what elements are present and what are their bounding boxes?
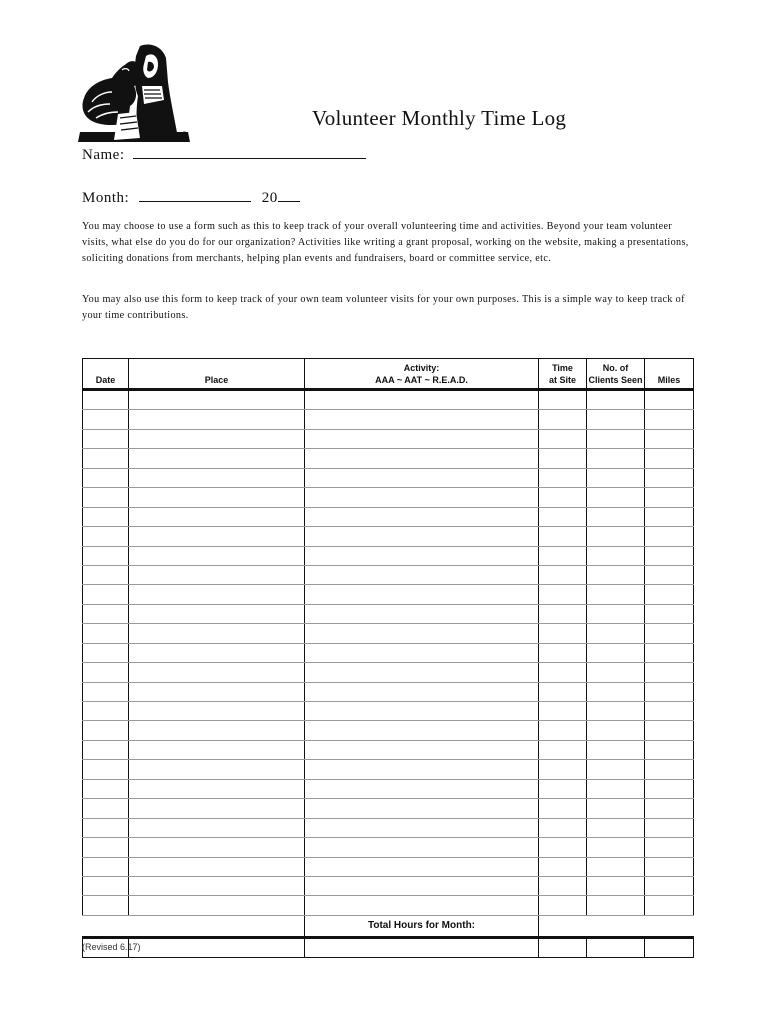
miles-cell[interactable]	[645, 857, 694, 876]
date-cell[interactable]	[83, 779, 129, 798]
place-cell[interactable]	[129, 857, 305, 876]
total-cell[interactable]	[645, 937, 694, 957]
activity-cell[interactable]	[305, 857, 539, 876]
date-cell[interactable]	[83, 468, 129, 487]
miles-cell[interactable]	[645, 799, 694, 818]
miles-cell[interactable]	[645, 429, 694, 448]
intro-paragraph: You may choose to use a form such as this to keep track of your overall volunteering time and activities. Beyond your team volunteer visits, what else do you do for our organization? Activities like writing a grant proposal, working on the website, making a presentations, soliciting donations from merchants, helping plan events and fundraisers, board or committee service, etc.	[82, 221, 689, 264]
place-cell[interactable]	[129, 740, 305, 759]
activity-cell[interactable]	[305, 760, 539, 779]
date-cell[interactable]	[83, 565, 129, 584]
time-cell[interactable]	[539, 740, 587, 759]
activity-cell[interactable]	[305, 721, 539, 740]
date-cell[interactable]	[83, 663, 129, 682]
header-place: Place	[129, 359, 305, 390]
log-row	[83, 740, 694, 759]
miles-cell[interactable]	[645, 721, 694, 740]
log-row	[83, 818, 694, 837]
miles-cell[interactable]	[645, 682, 694, 701]
activity-cell[interactable]	[305, 702, 539, 721]
miles-cell[interactable]	[645, 663, 694, 682]
miles-cell[interactable]	[645, 507, 694, 526]
total-value-row	[83, 937, 694, 957]
header-activity-line1: Activity:	[403, 363, 440, 373]
date-cell[interactable]	[83, 429, 129, 448]
time-cell[interactable]	[539, 429, 587, 448]
clients-cell[interactable]	[587, 857, 645, 876]
activity-cell[interactable]	[305, 779, 539, 798]
header-clients-line1: No. of	[602, 363, 629, 373]
year-blank-line[interactable]	[278, 200, 300, 202]
place-cell[interactable]	[129, 507, 305, 526]
clients-cell[interactable]	[587, 390, 645, 410]
total-cell[interactable]	[129, 937, 305, 957]
activity-cell[interactable]	[305, 838, 539, 857]
log-row	[83, 604, 694, 623]
clients-cell[interactable]	[587, 663, 645, 682]
time-cell[interactable]	[539, 604, 587, 623]
log-row	[83, 896, 694, 915]
log-row	[83, 468, 694, 487]
date-cell[interactable]	[83, 702, 129, 721]
log-row	[83, 565, 694, 584]
miles-cell[interactable]	[645, 838, 694, 857]
place-cell[interactable]	[129, 527, 305, 546]
place-cell[interactable]	[129, 702, 305, 721]
activity-cell[interactable]	[305, 604, 539, 623]
miles-cell[interactable]	[645, 449, 694, 468]
log-row	[83, 449, 694, 468]
clients-cell[interactable]	[587, 410, 645, 429]
place-cell[interactable]	[129, 390, 305, 410]
clients-cell[interactable]	[587, 838, 645, 857]
time-cell[interactable]	[539, 527, 587, 546]
date-cell[interactable]	[83, 818, 129, 837]
total-cell[interactable]	[587, 937, 645, 957]
name-label: Name:	[82, 147, 125, 163]
date-cell[interactable]	[83, 799, 129, 818]
date-cell[interactable]	[83, 896, 129, 915]
log-row	[83, 663, 694, 682]
log-row	[83, 429, 694, 448]
log-row	[83, 546, 694, 565]
activity-cell[interactable]	[305, 390, 539, 410]
time-log-table	[82, 358, 694, 958]
clients-cell[interactable]	[587, 721, 645, 740]
place-cell[interactable]	[129, 410, 305, 429]
clients-cell[interactable]	[587, 876, 645, 895]
usage-paragraph: You may also use this form to keep track of your own team volunteer visits for your own purposes. This is a simple way to keep track of your time contributions.	[82, 294, 685, 321]
clients-cell[interactable]	[587, 429, 645, 448]
clients-cell[interactable]	[587, 702, 645, 721]
total-spacer	[587, 915, 645, 937]
year-prefix: 20	[261, 190, 278, 206]
clients-cell[interactable]	[587, 624, 645, 643]
log-row	[83, 876, 694, 895]
log-row	[83, 760, 694, 779]
header-date: Date	[83, 359, 129, 390]
date-cell[interactable]	[83, 488, 129, 507]
place-cell[interactable]	[129, 585, 305, 604]
log-row	[83, 643, 694, 662]
place-cell[interactable]	[129, 779, 305, 798]
miles-cell[interactable]	[645, 760, 694, 779]
time-cell[interactable]	[539, 896, 587, 915]
clients-cell[interactable]	[587, 585, 645, 604]
log-row	[83, 624, 694, 643]
clients-cell[interactable]	[587, 488, 645, 507]
time-cell[interactable]	[539, 760, 587, 779]
place-cell[interactable]	[129, 488, 305, 507]
place-cell[interactable]	[129, 721, 305, 740]
date-cell[interactable]	[83, 682, 129, 701]
place-cell[interactable]	[129, 624, 305, 643]
time-cell[interactable]	[539, 410, 587, 429]
log-row	[83, 527, 694, 546]
activity-cell[interactable]	[305, 546, 539, 565]
table-body	[83, 390, 694, 958]
date-cell[interactable]	[83, 507, 129, 526]
place-cell[interactable]	[129, 604, 305, 623]
log-row	[83, 838, 694, 857]
miles-cell[interactable]	[645, 410, 694, 429]
miles-cell[interactable]	[645, 643, 694, 662]
month-label: Month:	[82, 190, 130, 206]
clients-cell[interactable]	[587, 449, 645, 468]
activity-cell[interactable]	[305, 624, 539, 643]
date-cell[interactable]	[83, 838, 129, 857]
total-spacer	[539, 915, 587, 937]
revision-note: (Revised 6.17)	[82, 942, 141, 952]
date-cell[interactable]	[83, 527, 129, 546]
activity-cell[interactable]	[305, 468, 539, 487]
log-row	[83, 390, 694, 410]
miles-cell[interactable]	[645, 896, 694, 915]
log-row	[83, 857, 694, 876]
place-cell[interactable]	[129, 468, 305, 487]
miles-cell[interactable]	[645, 740, 694, 759]
activity-cell[interactable]	[305, 643, 539, 662]
miles-cell[interactable]	[645, 585, 694, 604]
total-row	[83, 915, 694, 937]
time-cell[interactable]	[539, 449, 587, 468]
registered-mark: ®	[181, 130, 188, 140]
date-cell[interactable]	[83, 876, 129, 895]
header-clients-line2: Clients Seen	[588, 375, 643, 385]
clients-cell[interactable]	[587, 799, 645, 818]
miles-cell[interactable]	[645, 546, 694, 565]
log-row	[83, 585, 694, 604]
total-spacer	[83, 915, 129, 937]
date-cell[interactable]	[83, 760, 129, 779]
total-spacer	[129, 915, 305, 937]
miles-cell[interactable]	[645, 624, 694, 643]
name-field[interactable]	[82, 147, 366, 164]
clients-cell[interactable]	[587, 779, 645, 798]
clients-cell[interactable]	[587, 546, 645, 565]
activity-cell[interactable]	[305, 682, 539, 701]
place-cell[interactable]	[129, 799, 305, 818]
clients-cell[interactable]	[587, 760, 645, 779]
time-cell[interactable]	[539, 643, 587, 662]
miles-cell[interactable]	[645, 488, 694, 507]
log-row	[83, 410, 694, 429]
date-cell[interactable]	[83, 721, 129, 740]
log-row	[83, 682, 694, 701]
clients-cell[interactable]	[587, 682, 645, 701]
time-cell[interactable]	[539, 624, 587, 643]
time-cell[interactable]	[539, 585, 587, 604]
clients-cell[interactable]	[587, 604, 645, 623]
log-row	[83, 488, 694, 507]
date-cell[interactable]	[83, 546, 129, 565]
place-cell[interactable]	[129, 682, 305, 701]
place-cell[interactable]	[129, 565, 305, 584]
activity-cell[interactable]	[305, 410, 539, 429]
time-cell[interactable]	[539, 488, 587, 507]
header-clients-seen	[587, 359, 645, 390]
time-cell[interactable]	[539, 682, 587, 701]
place-cell[interactable]	[129, 643, 305, 662]
activity-cell[interactable]	[305, 565, 539, 584]
activity-cell[interactable]	[305, 449, 539, 468]
activity-cell[interactable]	[305, 896, 539, 915]
header-time-at-site	[539, 359, 587, 390]
time-cell[interactable]	[539, 838, 587, 857]
log-row	[83, 507, 694, 526]
activity-cell[interactable]	[305, 818, 539, 837]
log-row	[83, 702, 694, 721]
miles-cell[interactable]	[645, 468, 694, 487]
table-header-row	[83, 359, 694, 390]
time-cell[interactable]	[539, 818, 587, 837]
date-cell[interactable]	[83, 624, 129, 643]
activity-cell[interactable]	[305, 507, 539, 526]
miles-cell[interactable]	[645, 876, 694, 895]
miles-cell[interactable]	[645, 604, 694, 623]
date-cell[interactable]	[83, 604, 129, 623]
name-blank-line[interactable]	[133, 157, 366, 159]
activity-cell[interactable]	[305, 740, 539, 759]
time-cell[interactable]	[539, 390, 587, 410]
time-cell[interactable]	[539, 857, 587, 876]
clients-cell[interactable]	[587, 643, 645, 662]
month-field[interactable]	[82, 190, 300, 207]
page-title: Volunteer Monthly Time Log	[312, 106, 567, 130]
clients-cell[interactable]	[587, 565, 645, 584]
time-cell[interactable]	[539, 721, 587, 740]
activity-cell[interactable]	[305, 527, 539, 546]
clients-cell[interactable]	[587, 468, 645, 487]
activity-cell[interactable]	[305, 663, 539, 682]
time-cell[interactable]	[539, 876, 587, 895]
activity-cell[interactable]	[305, 488, 539, 507]
time-cell[interactable]	[539, 663, 587, 682]
clients-cell[interactable]	[587, 740, 645, 759]
header-time-line1: Time	[552, 363, 573, 373]
date-cell[interactable]	[83, 643, 129, 662]
place-cell[interactable]	[129, 449, 305, 468]
total-hours-value[interactable]	[305, 937, 539, 957]
place-cell[interactable]	[129, 429, 305, 448]
time-cell[interactable]	[539, 799, 587, 818]
time-cell[interactable]	[539, 507, 587, 526]
miles-cell[interactable]	[645, 390, 694, 410]
month-blank-line[interactable]	[139, 200, 251, 202]
total-hours-label: Total Hours for Month:	[305, 915, 539, 937]
dog-and-person-logo	[78, 42, 193, 144]
miles-cell[interactable]	[645, 779, 694, 798]
date-cell[interactable]	[83, 585, 129, 604]
time-cell[interactable]	[539, 546, 587, 565]
date-cell[interactable]	[83, 740, 129, 759]
date-cell[interactable]	[83, 857, 129, 876]
activity-cell[interactable]	[305, 585, 539, 604]
miles-cell[interactable]	[645, 565, 694, 584]
date-cell[interactable]	[83, 449, 129, 468]
activity-cell[interactable]	[305, 876, 539, 895]
log-row	[83, 779, 694, 798]
place-cell[interactable]	[129, 896, 305, 915]
clients-cell[interactable]	[587, 507, 645, 526]
log-row	[83, 799, 694, 818]
place-cell[interactable]	[129, 876, 305, 895]
place-cell[interactable]	[129, 760, 305, 779]
place-cell[interactable]	[129, 663, 305, 682]
miles-cell[interactable]	[645, 818, 694, 837]
log-row	[83, 721, 694, 740]
place-cell[interactable]	[129, 546, 305, 565]
total-spacer	[645, 915, 694, 937]
date-cell[interactable]	[83, 390, 129, 410]
clients-cell[interactable]	[587, 818, 645, 837]
clients-cell[interactable]	[587, 896, 645, 915]
date-cell[interactable]	[83, 410, 129, 429]
time-cell[interactable]	[539, 702, 587, 721]
header-time-line2: at Site	[548, 375, 576, 385]
place-cell[interactable]	[129, 818, 305, 837]
header-activity	[305, 359, 539, 390]
time-cell[interactable]	[539, 779, 587, 798]
header-activity-line2: AAA ~ AAT ~ R.E.A.D.	[375, 375, 468, 385]
place-cell[interactable]	[129, 838, 305, 857]
activity-cell[interactable]	[305, 799, 539, 818]
clients-cell[interactable]	[587, 527, 645, 546]
total-cell[interactable]	[539, 937, 587, 957]
time-cell[interactable]	[539, 468, 587, 487]
miles-cell[interactable]	[645, 702, 694, 721]
miles-cell[interactable]	[645, 527, 694, 546]
time-cell[interactable]	[539, 565, 587, 584]
activity-cell[interactable]	[305, 429, 539, 448]
header-miles: Miles	[645, 359, 694, 390]
